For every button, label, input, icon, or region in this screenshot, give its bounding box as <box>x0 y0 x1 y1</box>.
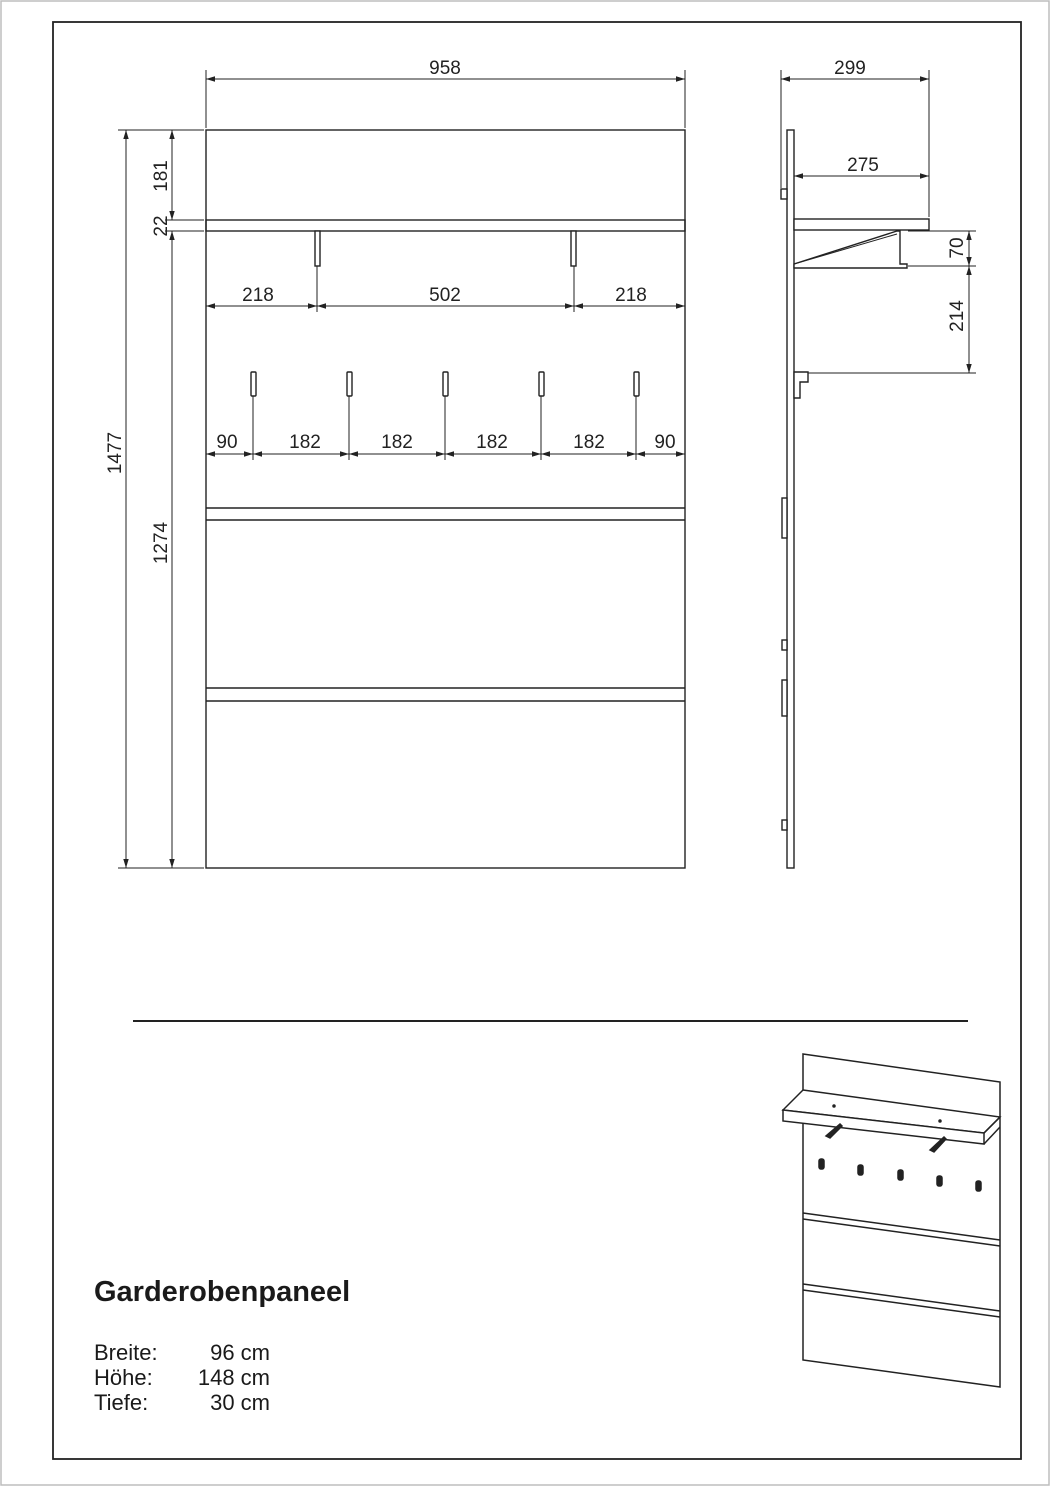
dim-hook-3: 182 <box>381 432 413 453</box>
spec-value-height: 148 cm <box>197 1365 270 1390</box>
coat-hook-1 <box>251 372 256 396</box>
dim-shelf-thickness: 22 <box>151 215 172 237</box>
coat-hook-4 <box>539 372 544 396</box>
dim-shelf-depth: 275 <box>847 155 879 176</box>
front-dimension-lines <box>118 70 685 868</box>
front-panel <box>206 130 685 868</box>
side-mount-1 <box>782 498 787 538</box>
dim-bracket-2: 502 <box>429 285 461 306</box>
spec-label-width: Breite: <box>94 1340 158 1365</box>
coat-hook-2 <box>347 372 352 396</box>
dim-hook-6: 90 <box>654 432 676 453</box>
dim-total-depth: 299 <box>834 58 866 79</box>
front-view <box>206 130 685 868</box>
side-mount-2 <box>782 640 787 650</box>
dim-lower-section: 1274 <box>151 521 172 565</box>
dim-bracket-3: 218 <box>615 285 647 306</box>
persp-hook-4 <box>937 1176 942 1186</box>
persp-hook-2 <box>858 1165 863 1175</box>
front-shelf <box>206 220 685 231</box>
dim-hook-4: 182 <box>476 432 508 453</box>
dim-overall-width: 958 <box>429 58 461 79</box>
dim-hook-5: 182 <box>573 432 605 453</box>
persp-screw-2 <box>939 1120 941 1122</box>
side-dimension-labels <box>834 58 968 332</box>
spec-value-width: 96 cm <box>210 1340 270 1365</box>
persp-hook-3 <box>898 1170 903 1180</box>
spec-label-depth: Tiefe: <box>94 1390 149 1415</box>
dim-rail-to-hook: 214 <box>947 300 968 332</box>
dim-overall-height: 1477 <box>105 431 126 475</box>
spec-label-height: Höhe: <box>94 1365 153 1390</box>
side-mount-3 <box>782 680 787 716</box>
side-mount-4 <box>782 820 787 830</box>
dim-rail-height: 70 <box>947 237 968 259</box>
dim-bracket-1: 218 <box>242 285 274 306</box>
spec-row-width <box>94 1340 270 1365</box>
side-view <box>781 130 929 868</box>
side-top-clip <box>781 189 787 199</box>
perspective-view <box>783 1054 1000 1387</box>
bracket-right <box>571 231 576 266</box>
spec-row-depth <box>94 1390 270 1415</box>
spec-list <box>94 1340 270 1415</box>
dim-top-section: 181 <box>151 160 172 192</box>
dim-hook-2: 182 <box>289 432 321 453</box>
side-hook <box>794 372 808 398</box>
spec-value-depth: 30 cm <box>210 1390 270 1415</box>
persp-screw-1 <box>833 1105 835 1107</box>
side-shelf-bracket <box>794 231 907 268</box>
side-shelf <box>794 219 929 230</box>
side-panel <box>787 130 794 868</box>
persp-hook-5 <box>976 1181 981 1191</box>
persp-hook-1 <box>819 1159 824 1169</box>
product-title: Garderobenpaneel <box>94 1276 351 1308</box>
coat-hook-3 <box>443 372 448 396</box>
front-dimension-labels <box>105 58 676 564</box>
dim-hook-1: 90 <box>216 432 238 453</box>
bracket-left <box>315 231 320 266</box>
coat-hook-5 <box>634 372 639 396</box>
spec-row-height <box>94 1365 270 1390</box>
